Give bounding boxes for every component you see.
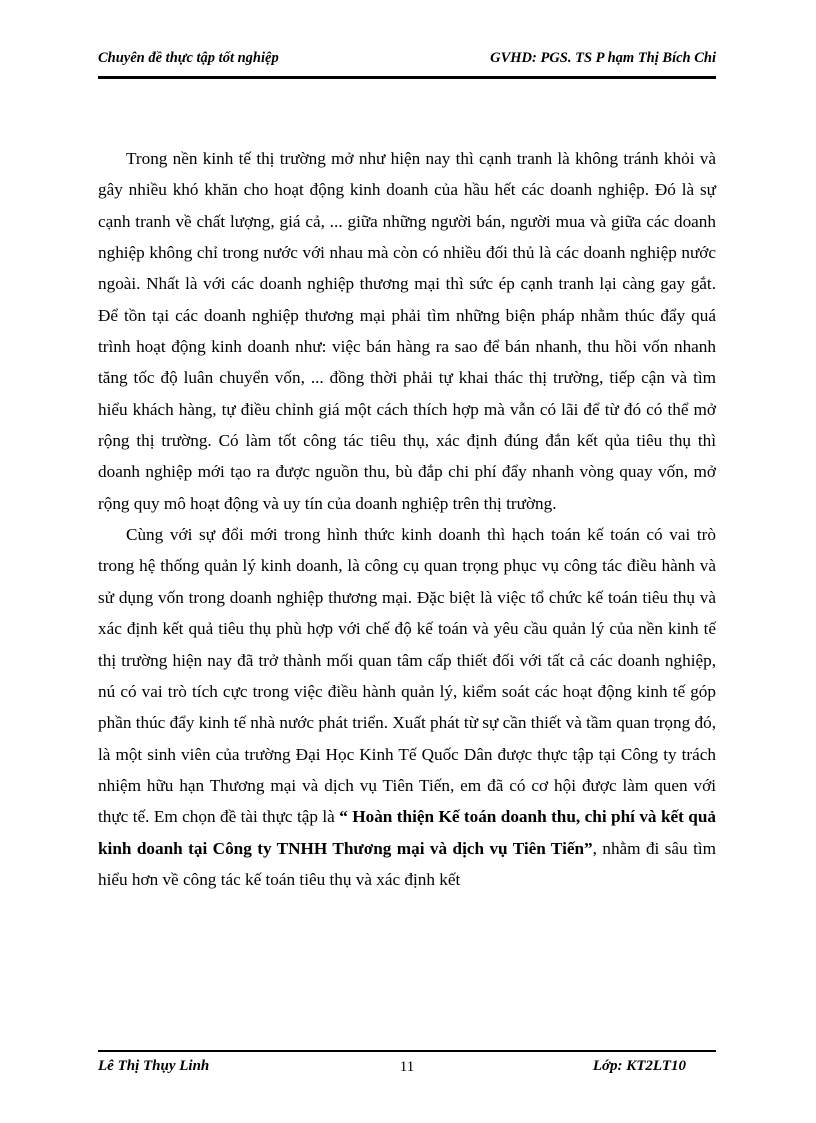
header-report-title: Chuyên đề thực tập tốt nghiệp	[98, 50, 279, 66]
thesis-title: “ Hoàn thiện Kế toán doanh thu, chi phí và kết quả kinh doanh tại Công ty TNHH Thương mại và dịch vụ Tiên Tiến”	[98, 807, 716, 858]
paragraph-1: Trong nền kinh tế thị trường mở như hiện nay thì cạnh tranh là không tránh khỏi và gây nhiều khó khăn cho hoạt động kinh doanh của hầu hết các doanh nghiệp. Đó là sự cạnh tranh về chất lượng, giá cả, ... giữa những người bán, người mua và giữa các doanh nghiệp không chỉ trong nước với nhau mà còn có nhiều đối thủ là các doanh nghiệp nước ngoài. Nhất là với các doanh nghiệp thương mại thì sức ép cạnh tranh lại càng gay gắt. Để tồn tại các doanh nghiệp thương mại phải tìm những biện pháp nhằm thúc đẩy quá trình hoạt động kinh doanh như: việc bán hàng ra sao để bán nhanh, thu hồi vốn nhanh tăng tốc độ luân chuyển vốn, ... đồng thời phải tự khai thác thị trường, tiếp cận và tìm hiểu khách hàng, tự điều chỉnh giá một cách thích hợp mà vẫn có lãi để từ đó có thể mở rộng thị trường. Có làm tốt công tác tiêu thụ, xác định đúng đắn kết qủa tiêu thụ thì doanh nghiệp mới tạo ra được nguồn thu, bù đắp chi phí đẩy nhanh vòng quay vốn, mở rộng quy mô hoạt động và uy tín của doanh nghiệp trên thị trường.	[98, 149, 716, 513]
body-text	[98, 143, 716, 895]
paragraph-2	[98, 519, 716, 895]
header-divider	[98, 76, 716, 79]
header-advisor: GVHD: PGS. TS P hạm Thị Bích Chi	[490, 50, 716, 66]
paragraph-2-text: Cùng với sự đổi mới trong hình thức kinh doanh thì hạch toán kế toán có vai trò trong hệ thống quản lý kinh doanh, là công cụ quan trọng phục vụ công tác điều hành và sử dụng vốn trong doanh nghiệp thương mại. Đặc biệt là việc tổ chức kế toán tiêu thụ và xác định kết quả tiêu thụ phù hợp với chế độ kế toán và yêu cầu quản lý của nền kinh tế thị trường hiện nay đã trở thành mối quan tâm cấp thiết đối với tất cả các doanh nghiệp, nú có vai trò tích cực trong việc điều hành quản lý, kiểm soát các hoạt động kinh tế góp phần thúc đẩy kinh tế nhà nước phát triển. Xuất phát từ sự cần thiết và tầm quan trọng đó, là một sinh viên của trường Đại Học Kinh Tế Quốc Dân được thực tập tại Công ty trách nhiệm hữu hạn Thương mại và dịch vụ Tiên Tiến, em đã có cơ hội được làm quen với thực tế. Em chọn đề tài thực tập là	[98, 525, 716, 827]
page-footer	[98, 1058, 716, 1080]
paragraph-2-continuation: , nhằm đi sâu tìm hiểu hơn về công tác kế toán tiêu thụ và xác định kết	[98, 838, 716, 889]
footer-divider	[98, 1050, 716, 1052]
footer-class: Lớp: KT2LT10	[592, 1058, 686, 1074]
footer-author: Lê Thị Thụy Linh	[98, 1058, 210, 1074]
footer-page-number: 11	[399, 1059, 415, 1075]
page-header	[98, 50, 716, 70]
